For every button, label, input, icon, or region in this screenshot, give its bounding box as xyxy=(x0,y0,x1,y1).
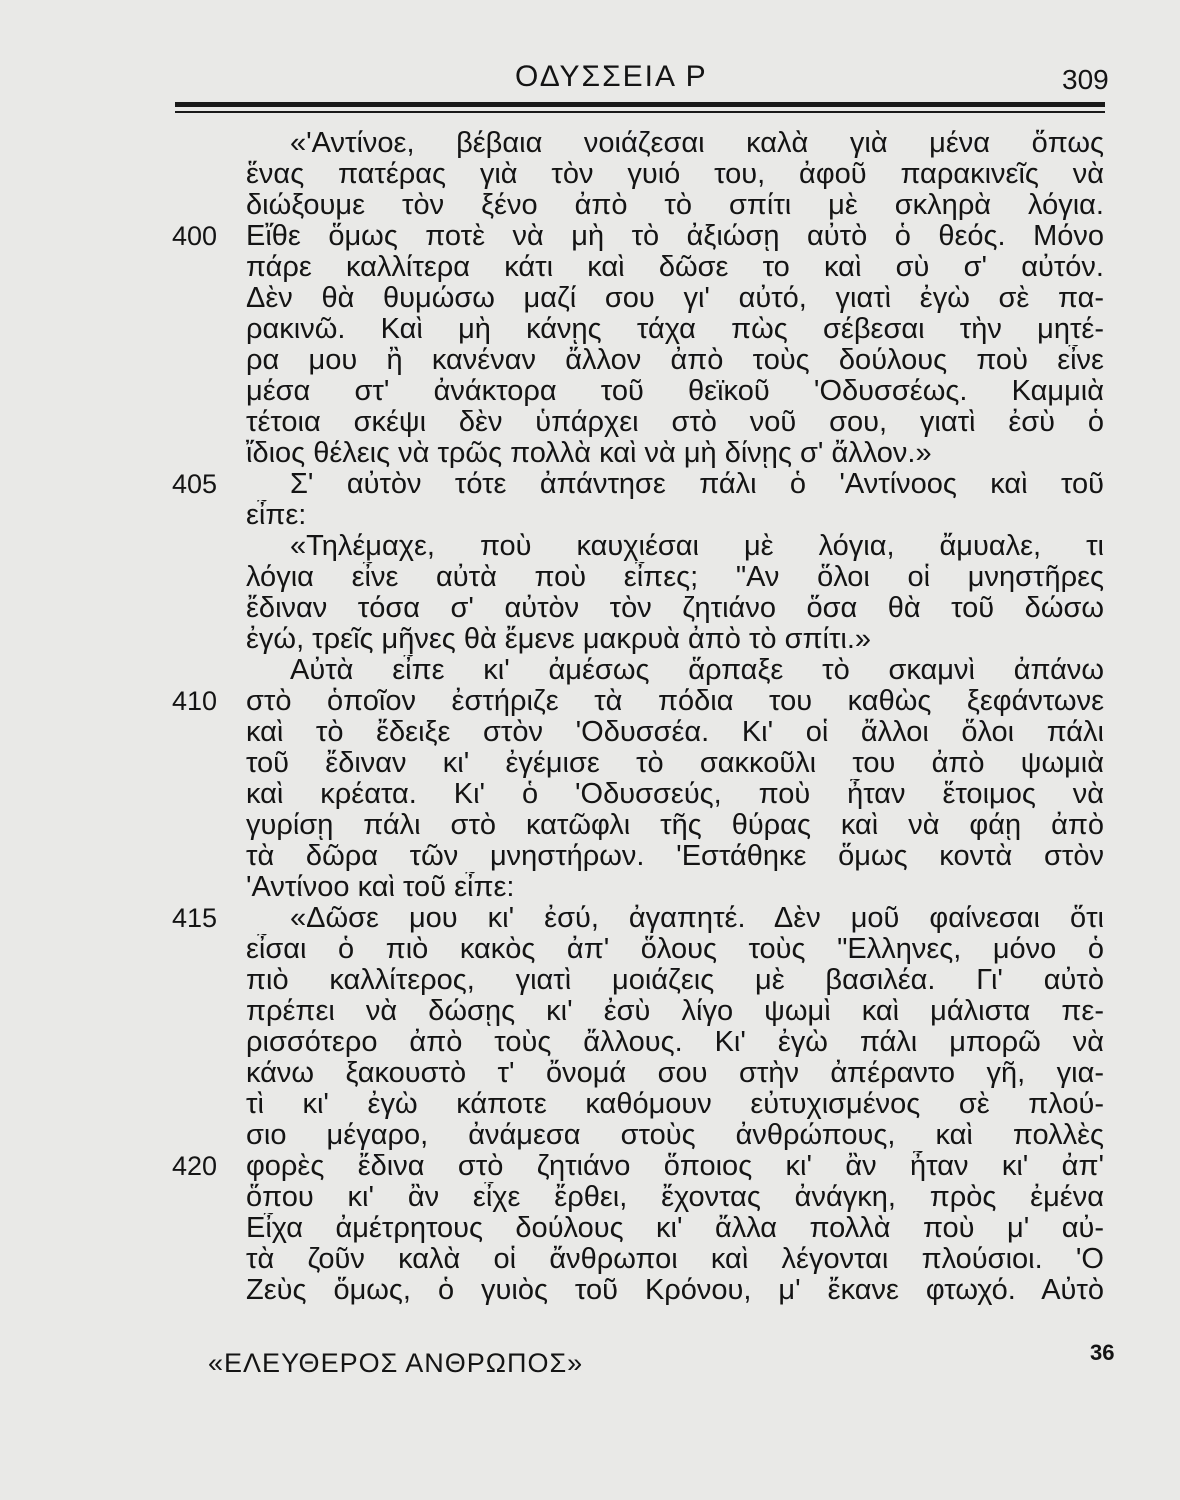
header-rule-thin xyxy=(175,111,1105,113)
line-number: 410 xyxy=(172,686,218,716)
line-text: Δὲν θὰ θυμώσω μαζί σου γι' αὐτό, γιατὶ ἐγὼ σὲ πα- xyxy=(246,283,1104,314)
text-line xyxy=(0,810,1180,841)
text-line xyxy=(0,1027,1180,1058)
line-text: ἴδιος θέλεις νὰ τρῶς πολλὰ καὶ νὰ μὴ δίνῃς σ' ἄλλον.» xyxy=(246,438,932,469)
text-line xyxy=(0,1120,1180,1151)
text-line xyxy=(0,624,1180,655)
line-text: ἐγώ, τρεῖς μῆνες θὰ ἔμενε μακρυὰ ἀπὸ τὸ σπίτι.» xyxy=(246,624,872,655)
running-head xyxy=(0,58,1180,98)
header-rule-thick xyxy=(175,102,1105,107)
line-text: Αὐτὰ εἶπε κι' ἀμέσως ἅρπαξε τὸ σκαμνὶ ἀπάνω xyxy=(290,655,1104,686)
text-line xyxy=(0,1151,1180,1182)
text-line xyxy=(0,1058,1180,1089)
text-line xyxy=(0,903,1180,934)
line-text: 'Αντίνοο καὶ τοῦ εἶπε: xyxy=(246,872,515,903)
text-line xyxy=(0,438,1180,469)
line-text: φορὲς ἔδινα στὸ ζητιάνο ὅποιος κι' ἂν ἦταν κι' ἀπ' xyxy=(246,1151,1104,1182)
text-line xyxy=(0,841,1180,872)
line-text: πρέπει νὰ δώσῃς κι' ἐσὺ λίγο ψωμὶ καὶ μάλιστα πε- xyxy=(246,996,1104,1027)
line-text: ρισσότερο ἀπὸ τοὺς ἄλλους. Κι' ἐγὼ πάλι μπορῶ νὰ xyxy=(246,1027,1104,1058)
text-line xyxy=(0,1089,1180,1120)
text-line xyxy=(0,1182,1180,1213)
line-number: 415 xyxy=(172,903,218,933)
line-text: λόγια εἶνε αὐτὰ ποὺ εἶπες; "Αν ὅλοι οἱ μνηστῆρες xyxy=(246,562,1104,593)
text-line xyxy=(0,190,1180,221)
text-line xyxy=(0,562,1180,593)
line-text: Εἴθε ὅμως ποτὲ νὰ μὴ τὸ ἀξιώσῃ αὐτὸ ὁ θεός. Μόνο xyxy=(246,221,1104,252)
text-line xyxy=(0,314,1180,345)
body-text xyxy=(0,128,1180,1306)
text-line xyxy=(0,748,1180,779)
line-text: πάρε καλλίτερα κάτι καὶ δῶσε το καὶ σὺ σ' αὐτόν. xyxy=(246,252,1104,283)
signature-mark: 36 xyxy=(1090,1340,1115,1365)
text-line xyxy=(0,159,1180,190)
text-line xyxy=(0,221,1180,252)
line-text: ἔδιναν τόσα σ' αὐτὸν τὸν ζητιάνο ὅσα θὰ τοῦ δώσω xyxy=(246,593,1104,624)
line-text: Ζεὺς ὅμως, ὁ γυιὸς τοῦ Κρόνου, μ' ἔκανε φτωχό. Αὐτὸ xyxy=(246,1275,1104,1306)
text-line xyxy=(0,717,1180,748)
text-line xyxy=(0,376,1180,407)
line-text: Σ' αὐτὸν τότε ἀπάντησε πάλι ὁ 'Αντίνοος καὶ τοῦ xyxy=(290,469,1104,500)
line-text: τὰ ζοῦν καλὰ οἱ ἄνθρωποι καὶ λέγονται πλούσιοι. 'Ο xyxy=(246,1244,1104,1275)
text-line xyxy=(0,1275,1180,1306)
line-text: σιο μέγαρο, ἀνάμεσα στοὺς ἀνθρώπους, καὶ πολλὲς xyxy=(246,1120,1104,1151)
line-text: ὅπου κι' ἂν εἶχε ἔρθει, ἔχοντας ἀνάγκη, πρὸς ἐμένα xyxy=(246,1182,1104,1213)
line-number: 400 xyxy=(172,221,218,251)
text-line xyxy=(0,252,1180,283)
line-text: τοῦ ἔδιναν κι' ἐγέμισε τὸ σακκοῦλι του ἀπὸ ψωμιὰ xyxy=(246,748,1104,779)
line-text: εἶσαι ὁ πιὸ κακὸς ἀπ' ὅλους τοὺς "Ελληνες, μόνο ὁ xyxy=(246,934,1104,965)
line-number: 420 xyxy=(172,1151,218,1181)
text-line xyxy=(0,872,1180,903)
text-line xyxy=(0,345,1180,376)
line-text: διώξουμε τὸν ξένο ἀπὸ τὸ σπίτι μὲ σκληρὰ λόγια. xyxy=(246,190,1104,221)
text-line xyxy=(0,996,1180,1027)
line-text: τὰ δῶρα τῶν μνηστήρων. 'Εστάθηκε ὅμως κοντὰ στὸν xyxy=(246,841,1104,872)
text-line xyxy=(0,1213,1180,1244)
line-text: τέτοια σκέψι δὲν ὑπάρχει στὸ νοῦ σου, γιατὶ ἐσὺ ὁ xyxy=(246,407,1104,438)
line-text: γυρίσῃ πάλι στὸ κατῶφλι τῆς θύρας καὶ νὰ φάῃ ἀπὸ xyxy=(246,810,1104,841)
line-text: Εἶχα ἀμέτρητους δούλους κι' ἄλλα πολλὰ ποὺ μ' αὐ- xyxy=(246,1213,1104,1244)
line-text: στὸ ὁποῖον ἐστήριζε τὰ πόδια του καθὼς ξεφάντωνε xyxy=(246,686,1104,717)
text-line xyxy=(0,655,1180,686)
page-number: 309 xyxy=(1062,64,1109,95)
text-line xyxy=(0,531,1180,562)
line-text: τὶ κι' ἐγὼ κάποτε καθόμουν εὐτυχισμένος σὲ πλού- xyxy=(246,1089,1104,1120)
text-line xyxy=(0,283,1180,314)
text-line xyxy=(0,1244,1180,1275)
line-text: κάνω ξακουστὸ τ' ὄνομά σου στὴν ἀπέραντο γῆ, για- xyxy=(246,1058,1104,1089)
running-head-title: ΟΔΥΣΣΕΙΑ Ρ xyxy=(515,60,708,93)
text-line xyxy=(0,500,1180,531)
line-text: καὶ κρέατα. Κι' ὁ 'Οδυσσεύς, ποὺ ἦταν ἕτοιμος νὰ xyxy=(246,779,1104,810)
line-number: 405 xyxy=(172,469,218,499)
line-text: ἕνας πατέρας γιὰ τὸν γυιό του, ἀφοῦ παρακινεῖς νὰ xyxy=(246,159,1104,190)
text-line xyxy=(0,686,1180,717)
line-text: «Δῶσε μου κι' ἐσύ, ἀγαπητέ. Δὲν μοῦ φαίνεσαι ὅτι xyxy=(290,903,1104,934)
text-line xyxy=(0,965,1180,996)
text-line xyxy=(0,128,1180,159)
line-text: «'Αντίνοε, βέβαια νοιάζεσαι καλὰ γιὰ μένα ὅπως xyxy=(290,128,1104,159)
text-line xyxy=(0,407,1180,438)
line-text: πιὸ καλλίτερος, γιατὶ μοιάζεις μὲ βασιλέα. Γι' αὐτὸ xyxy=(246,965,1104,996)
line-text: εἶπε: xyxy=(246,500,307,531)
footer-title: «ΕΛΕΥΘΕΡΟΣ ΑΝΘΡΩΠΟΣ» xyxy=(208,1348,584,1378)
line-text: καὶ τὸ ἔδειξε στὸν 'Οδυσσέα. Κι' οἱ ἄλλοι ὅλοι πάλι xyxy=(246,717,1104,748)
line-text: μέσα στ' ἀνάκτορα τοῦ θεϊκοῦ 'Οδυσσέως. Καμμιὰ xyxy=(246,376,1104,407)
line-text: ρα μου ἢ κανέναν ἄλλον ἀπὸ τοὺς δούλους ποὺ εἶνε xyxy=(246,345,1104,376)
text-line xyxy=(0,469,1180,500)
text-line xyxy=(0,593,1180,624)
line-text: «Τηλέμαχε, ποὺ καυχιέσαι μὲ λόγια, ἄμυαλε, τι xyxy=(290,531,1104,562)
text-line xyxy=(0,779,1180,810)
text-line xyxy=(0,934,1180,965)
line-text: ρακινῶ. Καὶ μὴ κάνῃς τάχα πὼς σέβεσαι τὴν μητέ- xyxy=(246,314,1104,345)
